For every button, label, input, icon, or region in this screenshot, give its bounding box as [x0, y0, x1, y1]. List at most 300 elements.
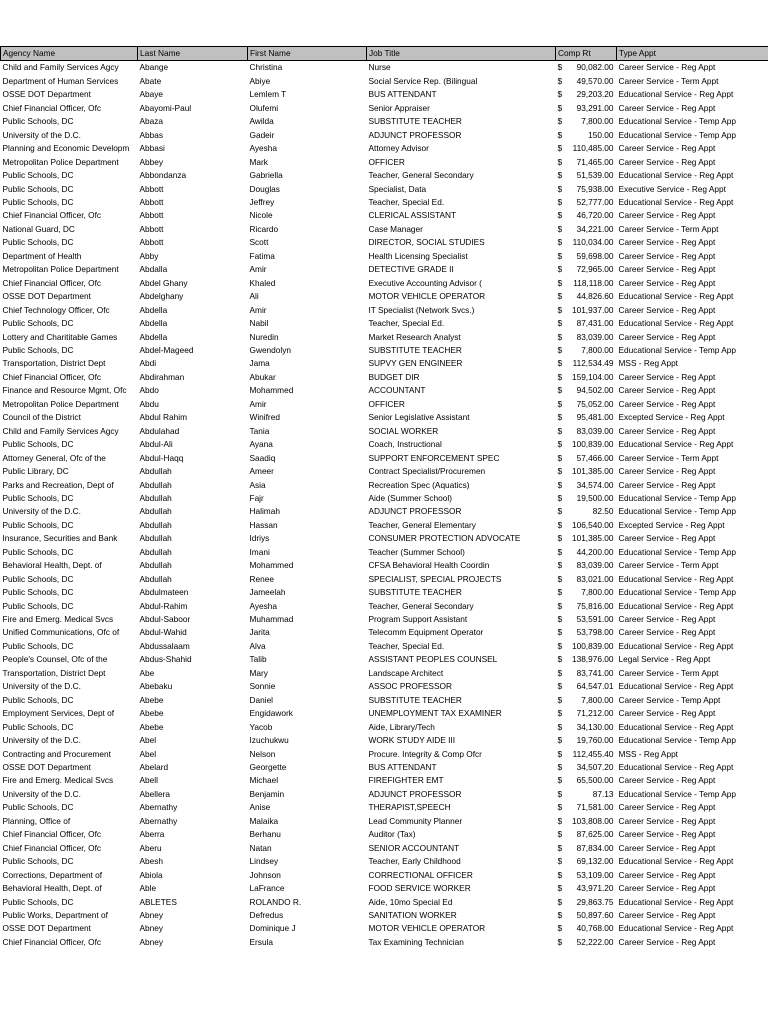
currency-symbol: $	[557, 519, 563, 530]
first-name-cell: Scott	[249, 237, 269, 248]
currency-symbol: $	[557, 331, 563, 342]
last-name-cell: Abate	[139, 75, 162, 86]
first-name-cell: Malaika	[249, 815, 279, 826]
currency-symbol: $	[557, 883, 563, 894]
table-row	[1, 680, 768, 693]
last-name-cell: Abelard	[139, 762, 169, 773]
agency-cell: OSSE DOT Department	[2, 291, 91, 302]
table-row	[1, 438, 768, 451]
last-name-cell: Abdullah	[139, 492, 172, 503]
comp-rate-cell	[556, 505, 617, 518]
type-appt-cell: Educational Service - Reg Appt	[618, 640, 734, 651]
type-appt-cell: Educational Service - Reg Appt	[618, 681, 734, 692]
first-name-cell: Amir	[249, 304, 267, 315]
agency-cell: Planning, Office of	[2, 815, 71, 826]
comp-rate-cell	[556, 438, 617, 451]
table-row	[1, 734, 768, 747]
currency-symbol: $	[557, 681, 563, 692]
agency-cell: Public Schools, DC	[2, 237, 74, 248]
comp-rate-cell	[556, 61, 617, 75]
type-appt-cell: Educational Service - Reg Appt	[618, 196, 734, 207]
first-name-cell: Olufemi	[249, 102, 279, 113]
table-row	[1, 842, 768, 855]
job-title-cell: BUDGET DIR	[368, 371, 420, 382]
type-appt-cell: Career Service - Reg Appt	[618, 62, 716, 73]
last-name-cell: Abby	[139, 250, 159, 261]
first-name-cell: Anise	[249, 802, 271, 813]
first-name-cell: Michael	[249, 775, 279, 786]
type-appt-cell: Educational Service - Reg Appt	[618, 600, 734, 611]
currency-symbol: $	[557, 129, 563, 140]
currency-symbol: $	[557, 156, 563, 167]
comp-amount: 29,203.20	[576, 89, 614, 100]
comp-rate-cell	[556, 680, 617, 693]
currency-symbol: $	[557, 694, 563, 705]
comp-amount: 57,466.00	[576, 452, 614, 463]
comp-rate-cell	[556, 277, 617, 290]
comp-amount: 19,500.00	[576, 492, 614, 503]
currency-symbol: $	[557, 762, 563, 773]
first-name-cell: Lindsey	[249, 856, 279, 867]
comp-amount: 53,798.00	[576, 627, 614, 638]
currency-symbol: $	[557, 802, 563, 813]
comp-amount: 34,507.20	[576, 762, 614, 773]
last-name-cell: Abney	[139, 910, 164, 920]
comp-amount: 59,698.00	[576, 250, 614, 261]
table-row	[1, 546, 768, 559]
type-appt-cell: Career Service - Reg Appt	[618, 466, 716, 477]
last-name-cell: Abbas	[139, 129, 164, 140]
last-name-cell: Abdul-Wahid	[139, 627, 187, 638]
comp-rate-cell	[556, 922, 617, 935]
comp-rate-cell	[556, 384, 617, 397]
table-row	[1, 761, 768, 774]
first-name-cell: Asia	[249, 479, 266, 490]
agency-cell: Public Schools, DC	[2, 640, 74, 651]
first-name-cell: Nelson	[249, 748, 276, 759]
last-name-cell: Abell	[139, 775, 158, 786]
job-title-cell: Specialist, Data	[368, 183, 427, 194]
comp-rate-cell	[556, 573, 617, 586]
table-row	[1, 250, 768, 263]
first-name-cell: Khaled	[249, 277, 276, 288]
type-appt-cell: Career Service - Reg Appt	[618, 250, 716, 261]
job-title-cell: Auditor (Tax)	[368, 829, 416, 840]
last-name-cell: Abaye	[139, 89, 164, 100]
job-title-cell: MOTOR VEHICLE OPERATOR	[368, 923, 486, 934]
type-appt-cell: Educational Service - Reg Appt	[618, 573, 734, 584]
type-appt-cell: Educational Service - Reg Appt	[618, 170, 734, 181]
comp-rate-cell	[556, 142, 617, 155]
comp-rate-cell	[556, 761, 617, 774]
comp-rate-cell	[556, 882, 617, 895]
table-row	[1, 869, 768, 882]
table-row	[1, 613, 768, 626]
job-title-cell: ADJUNCT PROFESSOR	[368, 506, 462, 517]
currency-symbol: $	[557, 344, 563, 355]
last-name-cell: Abaza	[139, 116, 164, 127]
table-row	[1, 774, 768, 787]
first-name-cell: Fajr	[249, 492, 264, 503]
table-row	[1, 384, 768, 397]
last-name-cell: Abdul-Ali	[139, 439, 173, 450]
type-appt-cell: Career Service - Reg Appt	[618, 614, 716, 625]
agency-cell: Chief Financial Officer, Ofc	[2, 277, 102, 288]
type-appt-cell: Educational Service - Reg Appt	[618, 439, 734, 450]
last-name-cell: Abel	[139, 735, 157, 746]
comp-rate-cell	[556, 452, 617, 465]
job-title-cell: SENIOR ACCOUNTANT	[368, 842, 460, 853]
comp-amount: 83,039.00	[576, 560, 614, 571]
last-name-cell: Abebe	[139, 708, 164, 719]
first-name-cell: Imani	[249, 546, 270, 557]
type-appt-cell: Educational Service - Temp App	[618, 116, 736, 127]
comp-rate-cell	[556, 667, 617, 680]
table-row	[1, 788, 768, 801]
table-row	[1, 586, 768, 599]
agency-cell: Insurance, Securities and Bank	[2, 533, 118, 544]
type-appt-cell: Career Service - Temp Appt	[618, 694, 721, 705]
agency-cell: Public Schools, DC	[2, 116, 74, 127]
last-name-cell: Abdul-Rahim	[139, 600, 188, 611]
type-appt-cell: Career Service - Reg Appt	[618, 425, 716, 436]
table-row	[1, 532, 768, 545]
first-name-cell: Lemlem T	[249, 89, 287, 100]
comp-rate-cell	[556, 425, 617, 438]
type-appt-cell: Excepted Service - Reg Appt	[618, 519, 725, 530]
type-appt-cell: Legal Service - Reg Appt	[618, 654, 711, 665]
table-row	[1, 398, 768, 411]
comp-rate-cell	[556, 748, 617, 761]
first-name-cell: Mark	[249, 156, 268, 167]
agency-cell: OSSE DOT Department	[2, 89, 91, 100]
currency-symbol: $	[557, 210, 563, 221]
agency-cell: Department of Human Services	[2, 75, 119, 86]
last-name-cell: Able	[139, 883, 157, 894]
job-title-cell: Executive Accounting Advisor (	[368, 277, 482, 288]
type-appt-cell: Educational Service - Reg Appt	[618, 923, 734, 934]
job-title-cell: SUBSTITUTE TEACHER	[368, 344, 462, 355]
comp-amount: 46,720.00	[576, 210, 614, 221]
last-name-cell: Abdella	[139, 318, 168, 329]
last-name-cell: Abdi	[139, 358, 157, 369]
table-row	[1, 411, 768, 424]
first-name-cell: Nabil	[249, 318, 269, 329]
comp-amount: 64,547.01	[576, 681, 614, 692]
job-title-cell: Health Licensing Specialist	[368, 250, 468, 261]
table-row	[1, 331, 768, 344]
job-title-cell: CORRECTIONAL OFFICER	[368, 869, 473, 880]
table-row	[1, 142, 768, 155]
last-name-cell: Abe	[139, 667, 155, 678]
first-name-cell: Gwendolyn	[249, 344, 292, 355]
type-appt-cell: Career Service - Reg Appt	[618, 533, 716, 544]
last-name-cell: Abiola	[139, 869, 163, 880]
type-appt-cell: Career Service - Reg Appt	[618, 802, 716, 813]
comp-amount: 100,839.00	[571, 439, 614, 450]
comp-rate-cell	[556, 640, 617, 653]
currency-symbol: $	[557, 600, 563, 611]
last-name-cell: Abdalla	[139, 264, 168, 275]
last-name-cell: Abdulahad	[139, 425, 180, 436]
currency-symbol: $	[557, 291, 563, 302]
comp-rate-cell	[556, 546, 617, 559]
agency-cell: University of the D.C.	[2, 735, 81, 746]
type-appt-cell: Career Service - Reg Appt	[618, 627, 716, 638]
comp-amount: 71,212.00	[576, 708, 614, 719]
table-row	[1, 882, 768, 895]
job-title-cell: CONSUMER PROTECTION ADVOCATE	[368, 533, 521, 544]
type-appt-cell: Career Service - Term Appt	[618, 452, 719, 463]
agency-cell: Fire and Emerg. Medical Svcs	[2, 775, 114, 786]
currency-symbol: $	[557, 425, 563, 436]
last-name-cell: Abdussalaam	[139, 640, 190, 651]
last-name-cell: Abdullah	[139, 533, 172, 544]
job-title-cell: CLERICAL ASSISTANT	[368, 210, 457, 221]
job-title-cell: ADJUNCT PROFESSOR	[368, 129, 462, 140]
type-appt-cell: Career Service - Reg Appt	[618, 829, 716, 840]
first-name-cell: Ayana	[249, 439, 273, 450]
comp-rate-cell	[556, 600, 617, 613]
comp-rate-cell	[556, 357, 617, 370]
agency-cell: Chief Financial Officer, Ofc	[2, 842, 102, 853]
table-header	[1, 47, 768, 61]
comp-amount: 100,839.00	[571, 640, 614, 651]
currency-symbol: $	[557, 304, 563, 315]
currency-symbol: $	[557, 614, 563, 625]
comp-amount: 159,104.00	[571, 371, 614, 382]
comp-amount: 19,760.00	[576, 735, 614, 746]
agency-cell: Council of the District	[2, 412, 81, 423]
agency-cell: Transportation, District Dept	[2, 358, 106, 369]
type-appt-cell: Career Service - Reg Appt	[618, 936, 716, 947]
currency-symbol: $	[557, 89, 563, 100]
last-name-cell: Abdo	[139, 385, 159, 396]
table-row	[1, 909, 768, 922]
comp-rate-cell	[556, 344, 617, 357]
comp-rate-cell	[556, 250, 617, 263]
job-title-cell: ASSISTANT PEOPLES COUNSEL	[368, 654, 498, 665]
currency-symbol: $	[557, 735, 563, 746]
currency-symbol: $	[557, 479, 563, 490]
table-row	[1, 277, 768, 290]
currency-symbol: $	[557, 371, 563, 382]
first-name-cell: Sonnie	[249, 681, 276, 692]
header-comp-rate: Comp Rt	[556, 47, 617, 61]
comp-amount: 7,800.00	[581, 694, 614, 705]
job-title-cell: Senior Appraiser	[368, 102, 430, 113]
currency-symbol: $	[557, 829, 563, 840]
salary-table	[0, 46, 768, 949]
table-row	[1, 492, 768, 505]
agency-cell: Public Schools, DC	[2, 546, 74, 557]
comp-rate-cell	[556, 586, 617, 599]
job-title-cell: SUPPORT ENFORCEMENT SPEC	[368, 452, 500, 463]
comp-rate-cell	[556, 626, 617, 639]
comp-amount: 112,534.49	[572, 358, 614, 369]
header-row	[1, 47, 768, 61]
comp-rate-cell	[556, 653, 617, 666]
job-title-cell: SPECIALIST, SPECIAL PROJECTS	[368, 573, 502, 584]
job-title-cell: Tax Examining Technician	[368, 936, 464, 947]
last-name-cell: Abdul-Saboor	[139, 614, 191, 625]
comp-rate-cell	[556, 855, 617, 868]
last-name-cell: Abbott	[139, 196, 164, 207]
comp-amount: 7,800.00	[581, 344, 614, 355]
last-name-cell: Aberra	[139, 829, 165, 840]
agency-cell: Contracting and Procurement	[2, 748, 111, 759]
comp-amount: 94,502.00	[576, 385, 614, 396]
type-appt-cell: Career Service - Reg Appt	[618, 398, 716, 409]
type-appt-cell: Career Service - Term Appt	[618, 75, 719, 86]
table-row	[1, 169, 768, 182]
agency-cell: National Guard, DC	[2, 223, 75, 234]
type-appt-cell: Educational Service - Temp App	[618, 492, 736, 503]
agency-cell: Chief Financial Officer, Ofc	[2, 936, 102, 947]
job-title-cell: Aide, Library/Tech	[368, 721, 435, 732]
currency-symbol: $	[557, 506, 563, 517]
last-name-cell: Abebe	[139, 721, 164, 732]
job-title-cell: DETECTIVE GRADE II	[368, 264, 454, 275]
first-name-cell: Mohammed	[249, 385, 294, 396]
first-name-cell: ROLANDO R.	[249, 896, 302, 907]
table-row	[1, 223, 768, 236]
first-name-cell: Dominique J	[249, 923, 296, 934]
comp-rate-cell	[556, 842, 617, 855]
type-appt-cell: Career Service - Reg Appt	[618, 210, 716, 221]
comp-amount: 71,465.00	[576, 156, 614, 167]
comp-amount: 34,574.00	[576, 479, 614, 490]
comp-amount: 87.13	[592, 788, 614, 799]
agency-cell: Planning and Economic Developm	[2, 143, 130, 154]
type-appt-cell: Educational Service - Reg Appt	[618, 318, 734, 329]
job-title-cell: Attorney Advisor	[368, 143, 429, 154]
agency-cell: Parks and Recreation, Dept of	[2, 479, 114, 490]
currency-symbol: $	[557, 842, 563, 853]
last-name-cell: Abernathy	[139, 802, 178, 813]
agency-cell: Public Schools, DC	[2, 600, 74, 611]
first-name-cell: Ayesha	[249, 600, 278, 611]
type-appt-cell: Career Service - Reg Appt	[618, 869, 716, 880]
first-name-cell: Saadiq	[249, 452, 276, 463]
comp-rate-cell	[556, 102, 617, 115]
last-name-cell: Abbey	[139, 156, 164, 167]
currency-symbol: $	[557, 412, 563, 423]
comp-rate-cell	[556, 734, 617, 747]
job-title-cell: Lead Community Planner	[368, 815, 463, 826]
comp-amount: 110,034.00	[572, 237, 614, 248]
agency-cell: Department of Health	[2, 250, 82, 261]
last-name-cell: Abdella	[139, 331, 168, 342]
type-appt-cell: Career Service - Reg Appt	[618, 385, 716, 396]
job-title-cell: Coach, Instructional	[368, 439, 442, 450]
last-name-cell: Abdulmateen	[139, 587, 189, 598]
currency-symbol: $	[557, 896, 563, 907]
comp-amount: 90,082.00	[576, 62, 614, 73]
comp-amount: 29,863.75	[576, 896, 614, 907]
comp-rate-cell	[556, 304, 617, 317]
currency-symbol: $	[557, 667, 563, 678]
header-agency-name: Agency Name	[1, 47, 138, 61]
currency-symbol: $	[557, 62, 563, 73]
comp-rate-cell	[556, 788, 617, 801]
last-name-cell: Abdirahman	[139, 371, 185, 382]
job-title-cell: Senior Legislative Assistant	[368, 412, 470, 423]
agency-cell: Public Schools, DC	[2, 856, 74, 867]
last-name-cell: Abdella	[139, 304, 168, 315]
last-name-cell: Abdullah	[139, 546, 172, 557]
type-appt-cell: Career Service - Reg Appt	[618, 102, 716, 113]
agency-cell: Metropolitan Police Department	[2, 156, 119, 167]
comp-amount: 50,897.60	[576, 910, 614, 920]
agency-cell: Public Schools, DC	[2, 721, 74, 732]
comp-rate-cell	[556, 411, 617, 424]
agency-cell: Public Library, DC	[2, 466, 69, 477]
comp-amount: 150.00	[588, 129, 614, 140]
comp-amount: 83,039.00	[576, 425, 614, 436]
last-name-cell: Abbott	[139, 183, 164, 194]
type-appt-cell: Career Service - Reg Appt	[618, 842, 716, 853]
table-row	[1, 317, 768, 330]
agency-cell: Public Schools, DC	[2, 896, 74, 907]
first-name-cell: Ali	[249, 291, 259, 302]
job-title-cell: Recreation Spec (Aquatics)	[368, 479, 470, 490]
currency-symbol: $	[557, 627, 563, 638]
table-row	[1, 129, 768, 142]
comp-rate-cell	[556, 909, 617, 922]
agency-cell: Finance and Resource Mgmt, Ofc	[2, 385, 127, 396]
job-title-cell: BUS ATTENDANT	[368, 762, 437, 773]
agency-cell: Chief Technology Officer, Ofc	[2, 304, 110, 315]
first-name-cell: Mary	[249, 667, 268, 678]
agency-cell: Public Schools, DC	[2, 519, 74, 530]
first-name-cell: Gabriella	[249, 170, 283, 181]
agency-cell: Behavioral Health, Dept. of	[2, 560, 102, 571]
first-name-cell: Ricardo	[249, 223, 279, 234]
job-title-cell: Contract Specialist/Procuremen	[368, 466, 486, 477]
type-appt-cell: Educational Service - Temp App	[618, 546, 736, 557]
agency-cell: Public Schools, DC	[2, 439, 74, 450]
table-row	[1, 196, 768, 209]
first-name-cell: Abiye	[249, 75, 271, 86]
type-appt-cell: Career Service - Reg Appt	[618, 277, 716, 288]
job-title-cell: Market Research Analyst	[368, 331, 461, 342]
first-name-cell: Awilda	[249, 116, 274, 127]
agency-cell: Public Works, Department of	[2, 910, 108, 920]
table-row	[1, 465, 768, 478]
comp-rate-cell	[556, 492, 617, 505]
agency-cell: Metropolitan Police Department	[2, 264, 119, 275]
comp-amount: 44,200.00	[576, 546, 614, 557]
type-appt-cell: Career Service - Reg Appt	[618, 775, 716, 786]
table-row	[1, 667, 768, 680]
table-row	[1, 640, 768, 653]
agency-cell: Public Schools, DC	[2, 318, 74, 329]
last-name-cell: Abel	[139, 748, 157, 759]
first-name-cell: Defredus	[249, 910, 284, 920]
job-title-cell: ADJUNCT PROFESSOR	[368, 788, 462, 799]
comp-rate-cell	[556, 559, 617, 572]
table-row	[1, 922, 768, 935]
type-appt-cell: Career Service - Reg Appt	[618, 331, 716, 342]
comp-rate-cell	[556, 223, 617, 236]
job-title-cell: SANITATION WORKER	[368, 910, 457, 920]
last-name-cell: Abdul Rahim	[139, 412, 188, 423]
table-row	[1, 653, 768, 666]
currency-symbol: $	[557, 654, 563, 665]
first-name-cell: Ayesha	[249, 143, 278, 154]
job-title-cell: Aide, 10mo Special Ed	[368, 896, 453, 907]
